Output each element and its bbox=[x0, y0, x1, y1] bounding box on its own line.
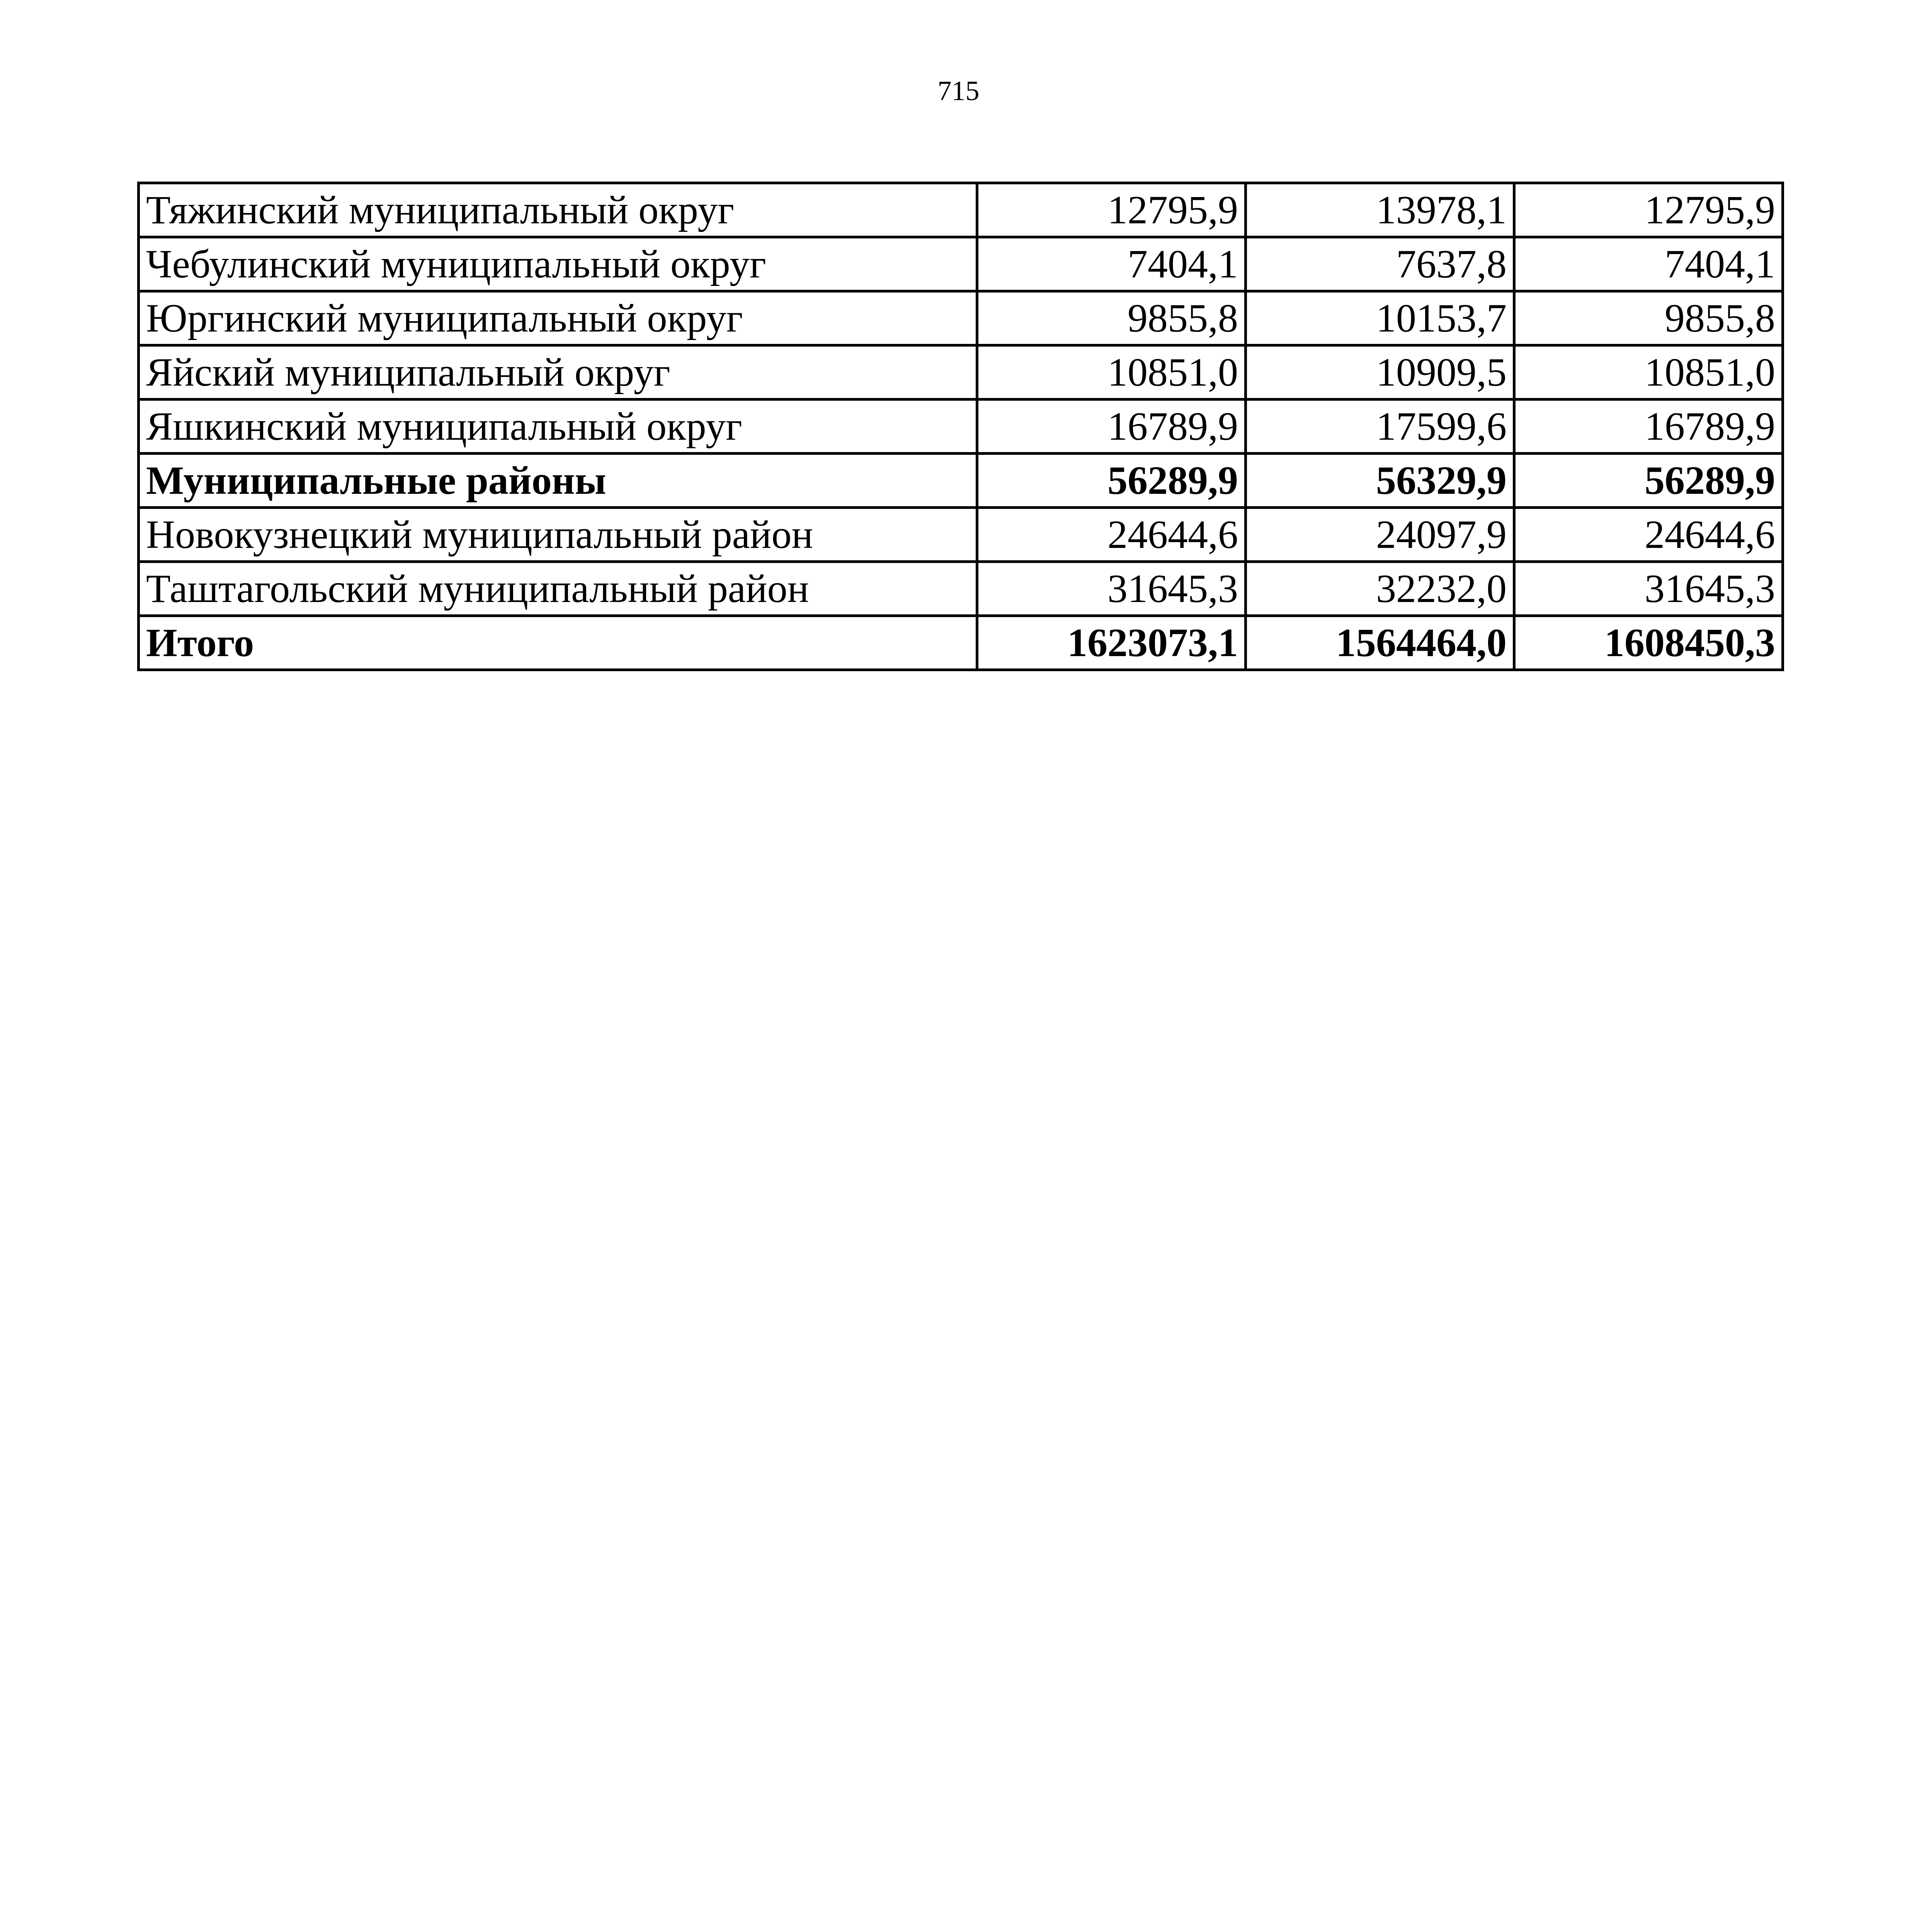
row-name: Итого bbox=[139, 616, 977, 670]
table-row bbox=[139, 345, 1783, 400]
table-row-total bbox=[139, 616, 1783, 670]
row-value-2: 56329,9 bbox=[1246, 454, 1514, 508]
row-name: Яшкинский муниципальный округ bbox=[139, 400, 977, 454]
row-value-2: 1564464,0 bbox=[1246, 616, 1514, 670]
row-value-3: 31645,3 bbox=[1514, 562, 1783, 616]
budget-table bbox=[137, 182, 1784, 671]
table-row bbox=[139, 183, 1783, 237]
row-value-3: 7404,1 bbox=[1514, 237, 1783, 291]
row-value-2: 10909,5 bbox=[1246, 345, 1514, 400]
row-value-3: 1608450,3 bbox=[1514, 616, 1783, 670]
row-value-3: 24644,6 bbox=[1514, 508, 1783, 562]
row-name: Новокузнецкий муниципальный район bbox=[139, 508, 977, 562]
row-name: Яйский муниципальный округ bbox=[139, 345, 977, 400]
row-value-2: 13978,1 bbox=[1246, 183, 1514, 237]
row-value-3: 16789,9 bbox=[1514, 400, 1783, 454]
row-name: Таштагольский муниципальный район bbox=[139, 562, 977, 616]
row-value-1: 16789,9 bbox=[977, 400, 1246, 454]
row-value-1: 31645,3 bbox=[977, 562, 1246, 616]
row-value-1: 9855,8 bbox=[977, 291, 1246, 345]
row-value-3: 9855,8 bbox=[1514, 291, 1783, 345]
row-value-1: 1623073,1 bbox=[977, 616, 1246, 670]
row-value-1: 10851,0 bbox=[977, 345, 1246, 400]
row-name: Юргинский муниципальный округ bbox=[139, 291, 977, 345]
row-value-2: 10153,7 bbox=[1246, 291, 1514, 345]
row-name: Муниципальные районы bbox=[139, 454, 977, 508]
row-name: Тяжинский муниципальный округ bbox=[139, 183, 977, 237]
row-value-3: 12795,9 bbox=[1514, 183, 1783, 237]
row-value-3: 56289,9 bbox=[1514, 454, 1783, 508]
row-value-2: 32232,0 bbox=[1246, 562, 1514, 616]
table-row bbox=[139, 400, 1783, 454]
row-value-2: 17599,6 bbox=[1246, 400, 1514, 454]
table-row-subtotal bbox=[139, 454, 1783, 508]
page-number: 715 bbox=[937, 75, 980, 106]
row-name: Чебулинский муниципальный округ bbox=[139, 237, 977, 291]
table-row bbox=[139, 237, 1783, 291]
row-value-1: 24644,6 bbox=[977, 508, 1246, 562]
row-value-3: 10851,0 bbox=[1514, 345, 1783, 400]
row-value-2: 24097,9 bbox=[1246, 508, 1514, 562]
row-value-1: 7404,1 bbox=[977, 237, 1246, 291]
row-value-1: 56289,9 bbox=[977, 454, 1246, 508]
table-row bbox=[139, 291, 1783, 345]
row-value-1: 12795,9 bbox=[977, 183, 1246, 237]
table-row bbox=[139, 562, 1783, 616]
row-value-2: 7637,8 bbox=[1246, 237, 1514, 291]
table-row bbox=[139, 508, 1783, 562]
